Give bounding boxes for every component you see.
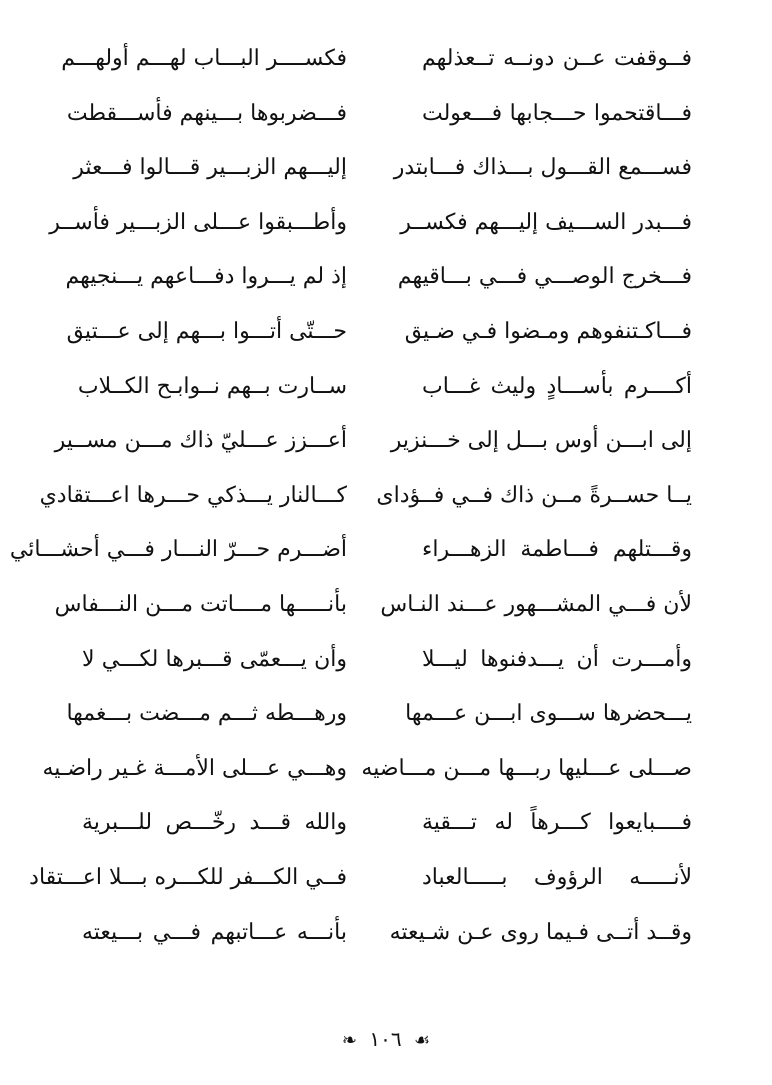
verse-second-hemistich: وأطـــبقوا عـــلى الزبـــير فأســر bbox=[49, 209, 347, 235]
verse-second-hemistich: بأنـــــها مــــاتت مـــن النـــفاس bbox=[54, 591, 347, 617]
verse-first-hemistich: لأنـــــه الرؤوف بـــــالعباد bbox=[422, 864, 692, 890]
verse-second-hemistich: فكســــر البـــاب لهـــم أولهـــم bbox=[61, 46, 347, 71]
verse-second-hemistich: حـــتّى أتـــوا بـــهم إلى عـــتيق bbox=[66, 318, 347, 344]
ornament-left: ❧ bbox=[341, 1030, 357, 1051]
verse-second-hemistich: ســارت بــهم نــوابـح الكــلاب bbox=[77, 373, 347, 399]
verse-first-hemistich: فـــخرج الوصـــي فـــي بـــاقيهم bbox=[397, 264, 692, 290]
verse-row bbox=[0, 799, 772, 854]
verse-second-hemistich: بأنـــه عـــاتبهم فـــي بـــيعته bbox=[82, 919, 347, 945]
verse-first-hemistich: فـــاقتحموا حـــجابها فـــعولت bbox=[422, 100, 692, 126]
verse-row bbox=[0, 253, 772, 308]
verse-first-hemistich: فــوقفت عــن دونــه تــعذلهم bbox=[422, 46, 692, 71]
verse-second-hemistich: والله قـــد رخّـــص للـــبرية bbox=[82, 810, 347, 836]
verse-row bbox=[0, 581, 772, 636]
verse-second-hemistich: أعـــزز عـــليّ ذاك مـــن مســير bbox=[54, 428, 347, 454]
poem-body bbox=[0, 35, 772, 963]
verse-first-hemistich: فــــبايعوا كـــرهاً له تـــقية bbox=[422, 810, 692, 836]
verse-row bbox=[0, 90, 772, 145]
verse-first-hemistich: وقــد أتــى فـيما روى عـن شـيعته bbox=[389, 919, 692, 945]
verse-second-hemistich: كـــالنار يـــذكي حـــرها اعـــتقادي bbox=[39, 482, 347, 508]
verse-first-hemistich: إلى ابـــن أوس بـــل إلى خـــنزير bbox=[390, 428, 692, 454]
verse-second-hemistich: وهـــي عـــلى الأمـــة غـير راضـيه bbox=[42, 755, 347, 781]
verse-row bbox=[0, 690, 772, 745]
ornament-right: ☙ bbox=[413, 1030, 431, 1051]
verse-first-hemistich: أكــــرم بأســـادٍ وليث غـــاب bbox=[422, 373, 692, 399]
verse-row bbox=[0, 472, 772, 527]
verse-row bbox=[0, 854, 772, 909]
verse-second-hemistich: فــي الكـــفر للكـــره بـــلا اعـــتقاد bbox=[29, 864, 347, 890]
verse-row bbox=[0, 909, 772, 964]
verse-row bbox=[0, 363, 772, 418]
verse-row bbox=[0, 417, 772, 472]
verse-first-hemistich: فســـمع القـــول بـــذاك فـــابتدر bbox=[393, 155, 692, 181]
verse-row bbox=[0, 144, 772, 199]
verse-second-hemistich: إذ لم يـــروا دفـــاعهم يـــنجيهم bbox=[65, 264, 347, 290]
verse-row bbox=[0, 636, 772, 691]
verse-second-hemistich: وأن يـــعمّى قـــبرها لكـــي لا bbox=[82, 646, 347, 672]
verse-first-hemistich: صـــلى عـــليها ربـــها مـــن مـــاضيه bbox=[361, 755, 692, 781]
verse-row bbox=[0, 308, 772, 363]
verse-first-hemistich: يـــحضرها ســـوى ابـــن عـــمها bbox=[405, 701, 692, 727]
verse-first-hemistich: فـــبدر الســـيف إليـــهم فكســر bbox=[400, 209, 692, 235]
page-number: ١٠٦ bbox=[369, 1027, 402, 1051]
verse-first-hemistich: وأمـــرت أن يـــدفنوها ليـــلا bbox=[422, 646, 692, 672]
verse-first-hemistich: يــا حســرةً مــن ذاك فــي فــؤدای bbox=[376, 482, 692, 508]
verse-first-hemistich: لأن فـــي المشـــهور عـــند النـاس bbox=[380, 591, 692, 617]
verse-second-hemistich: ورهـــطه ثـــم مـــضت بـــغمها bbox=[66, 701, 347, 727]
verse-first-hemistich: فـــاكـتنفوهم ومـضوا فـي ضـيق bbox=[404, 318, 692, 344]
verse-row bbox=[0, 526, 772, 581]
verse-second-hemistich: فـــضربوها بـــينهم فأســـقطت bbox=[66, 100, 347, 126]
verse-second-hemistich: إليـــهم الزبـــير قـــالوا فـــعثر bbox=[73, 155, 347, 181]
verse-row bbox=[0, 745, 772, 800]
verse-row bbox=[0, 35, 772, 90]
verse-row bbox=[0, 199, 772, 254]
verse-first-hemistich: وقـــتلهم فـــاطمة الزهـــراء bbox=[422, 537, 692, 563]
verse-second-hemistich: أضـــرم حـــرّ النـــار فـــي أحشـــائي bbox=[9, 537, 347, 563]
page-footer bbox=[0, 1025, 772, 1055]
